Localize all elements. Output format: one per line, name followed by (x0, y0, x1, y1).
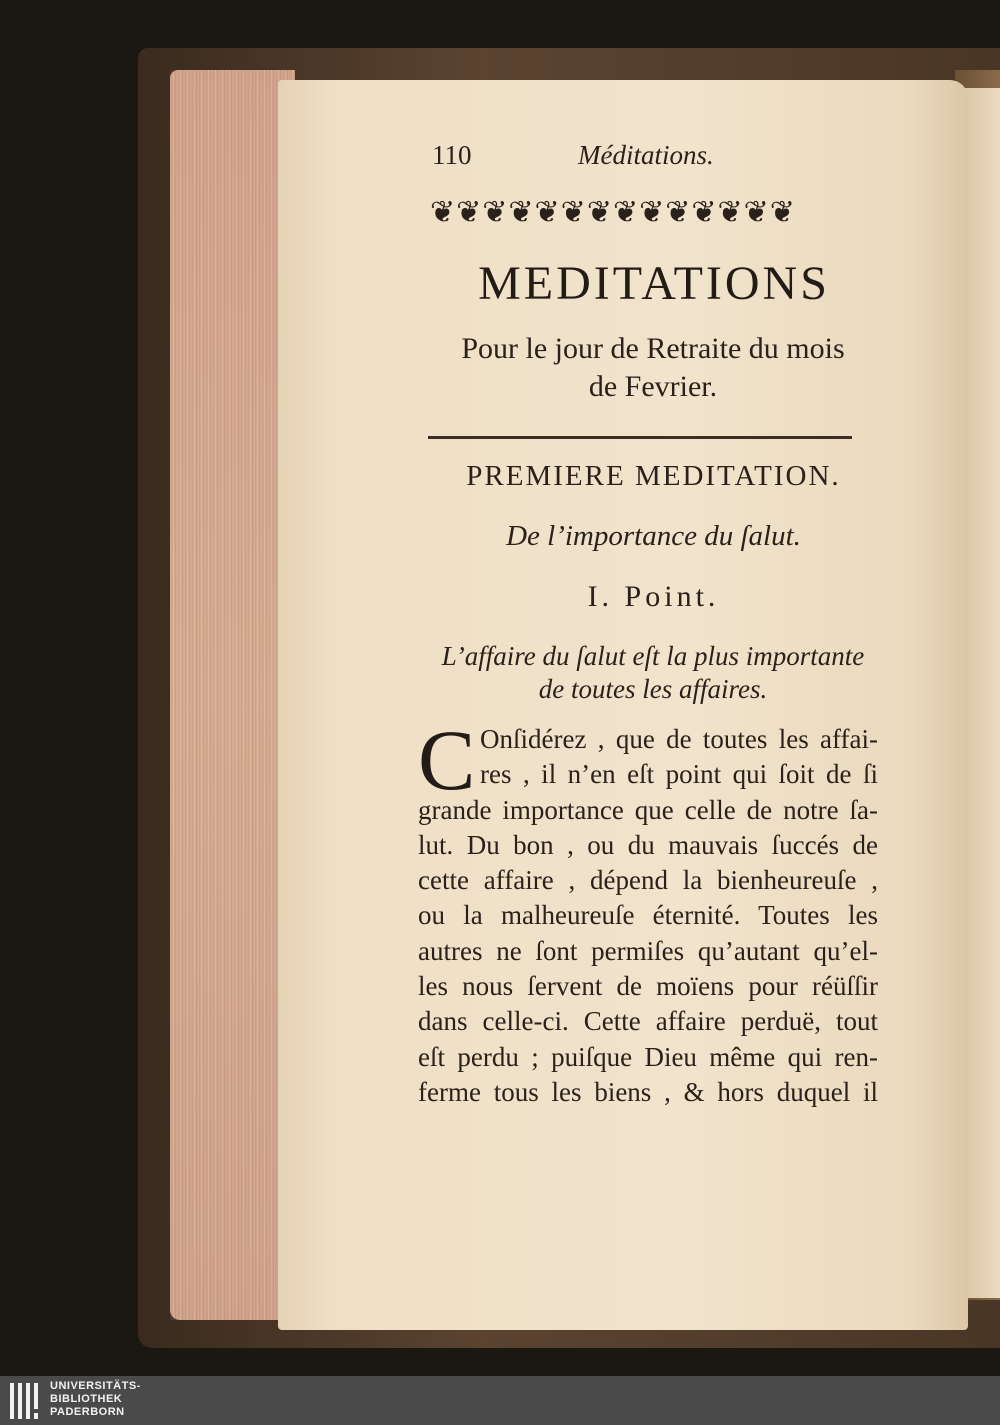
section-heading: PREMIERE MEDITATION. (466, 460, 841, 492)
page-number: 110 (432, 140, 472, 170)
library-logo-icon (10, 1383, 44, 1419)
body-line: les nous ſervent de moïens pour réüſſir (418, 971, 878, 1002)
body-line: lut. Du bon , ou du mauvais ſuccés de (418, 829, 878, 860)
body-line: cette affaire , dépend la bienheureuſe , (418, 865, 878, 896)
body-line: eſt perdu ; puiſque Dieu même qui ren- (418, 1041, 878, 1072)
main-title: MEDITATIONS (478, 257, 830, 310)
subtitle (418, 330, 888, 406)
library-name-line: PADERBORN (50, 1406, 125, 1418)
ornament-band: ❦❦❦❦❦❦❦❦❦❦❦❦❦❦ (430, 195, 796, 230)
point-title-line: L’affaire du ſalut eſt la plus importante (441, 641, 865, 671)
body-paragraph (418, 712, 878, 1110)
subtitle-line: Pour le jour de Retraite du mois (461, 332, 845, 365)
subtitle-line: de Fevrier. (588, 370, 718, 403)
library-name-line: BIBLIOTHEK (50, 1393, 123, 1405)
library-name-line: UNIVERSITÄTS- (50, 1380, 141, 1392)
body-line: ferme tous les biens , & hors duquel il (418, 1076, 878, 1107)
horizontal-rule (428, 436, 852, 439)
library-name (50, 1380, 141, 1419)
library-footer (0, 1376, 1000, 1425)
drop-capital: C (418, 712, 476, 808)
body-line: dans celle-ci. Cette affaire perduë, tout (418, 1006, 878, 1037)
body-line: Onſidérez , que de toutes les affai- (480, 724, 878, 754)
body-line: autres ne ſont permiſes qu’autant qu’el- (418, 935, 878, 966)
body-line: ou la malheureuſe éternité. Toutes les (418, 900, 878, 931)
point-heading: I. Point. (587, 580, 720, 613)
point-title-line: de toutes les affaires. (538, 674, 768, 704)
page-edges (170, 70, 295, 1320)
body-line: grande importance que celle de notre ſa- (418, 794, 878, 825)
subheading: De l’importance du ſalut. (506, 520, 801, 552)
running-title: Méditations. (578, 140, 714, 170)
body-line: res , il n’en eſt point qui ſoit de ſi (480, 759, 878, 790)
point-title (418, 640, 888, 706)
